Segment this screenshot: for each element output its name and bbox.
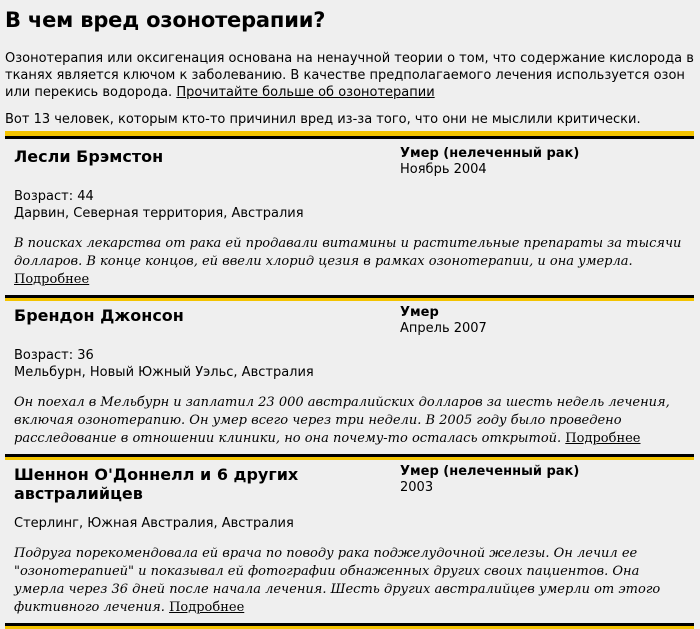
case-left [14,145,400,178]
case-more-link[interactable]: Подробнее [169,600,245,615]
intro-more-link[interactable]: Прочитайте больше об озонотерапии [176,85,435,100]
case-right [400,304,694,337]
case-left [14,463,400,503]
case-more-link[interactable]: Подробнее [14,272,90,287]
case-meta [14,515,694,532]
case-story [14,545,694,617]
case-location: Стерлинг, Южная Австралия, Австралия [14,516,294,531]
intro-paragraph [5,50,694,101]
case-status: Умер [400,305,439,320]
case-name: Лесли Брэмстон [14,147,164,166]
case-date: 2003 [400,480,434,495]
case-age: Возраст: 36 [14,348,94,363]
case-status: Умер (нелеченный рак) [400,146,580,161]
case-date: Ноябрь 2004 [400,162,487,177]
case-date: Апрель 2007 [400,321,487,336]
case-status: Умер (нелеченный рак) [400,464,580,479]
case-more-link[interactable]: Подробнее [565,431,641,446]
case-left [14,304,400,337]
intro-text: Озонотерапия или оксигенация основана на ненаучной теории о том, что содержание кислорода в тканях является ключом к заболеванию. В качестве предполагаемого лечения используется озон или перекись водорода. [5,51,694,100]
case-meta [14,188,694,222]
case-right [400,145,694,178]
case-header [14,304,694,337]
case-location: Мельбурн, Новый Южный Уэльс, Австралия [14,365,314,380]
case-list [5,136,694,626]
case-right [400,463,694,503]
lead-text: Вот 13 человек, которым кто-то причинил вред из-за того, что они не мыслили критически. [5,112,641,127]
case-story-text: В поисках лекарства от рака ей продавали витамины и растительные препараты за тысячи долларов. В конце концов, ей ввели хлорид цезия в рамках озонотерапии, и она умерла. [14,236,682,269]
case-header [14,463,694,503]
case-story-text: Подруга порекомендовала ей врача по поводу рака поджелудочной железы. Он лечил ее "озонотерапией" и показывал ей фотографии обнаженных других своих пациентов. Она умерла через 36 дней после начала лечения. Шесть других австралийцев умерли от этого фиктивного лечения. [14,546,661,615]
case-header [14,145,694,178]
case-name: Шеннон О'Доннелл и 6 других австралийцев [14,465,299,503]
case-age: Возраст: 44 [14,189,94,204]
case-location: Дарвин, Северная территория, Австралия [14,206,304,221]
case-story [14,394,694,448]
page-title: В чем вред озонотерапии? [5,8,326,32]
case-meta [14,347,694,381]
case-story [14,235,694,289]
case-card [5,457,694,626]
case-story-text: Он поехал в Мельбурн и заплатил 23 000 австралийских долларов за шесть недель лечения, включая озонотерапию. Он умер всего через три недели. В 2005 году было проведено расследование в отношении клиники, но она почему-то осталась открытой. [14,395,670,446]
case-card [5,136,694,298]
case-card [5,298,694,457]
case-name: Брендон Джонсон [14,306,184,325]
